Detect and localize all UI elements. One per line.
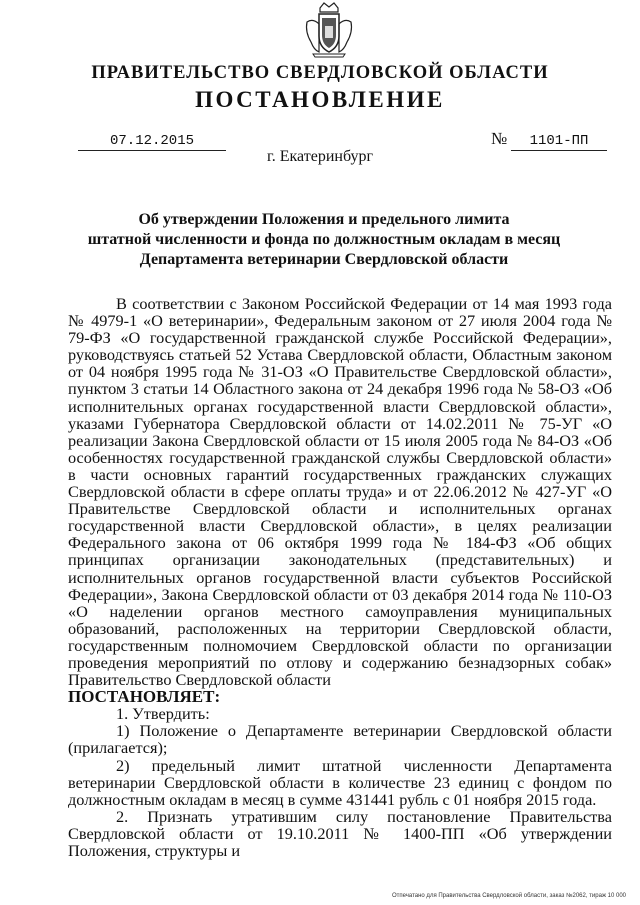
document-date: 07.12.2015 xyxy=(78,133,226,151)
document-number: 1101-ПП xyxy=(511,133,607,151)
item-1-2: 2) предельный лимит штатной численности Департамента ветеринарии Свердловской области в количестве 23 единиц с фондом по должностным окладам в месяц в сумме 431441 рубль с 01 ноября 2015 года. xyxy=(68,755,612,809)
title-line-2: штатной численности и фонда по должностным окладам в месяц xyxy=(87,231,561,248)
number-label: № xyxy=(491,129,508,148)
title-line-1: Об утверждении Положения и предельного лимита xyxy=(138,211,510,228)
title-line-3: Департамента ветеринарии Свердловской области xyxy=(139,251,509,268)
document-type: ПОСТАНОВЛЕНИЕ xyxy=(195,87,445,112)
document-body xyxy=(68,295,612,859)
preamble-paragraph: В соответствии с Законом Российской Федерации от 14 мая 1993 года № 4979-1 «О ветеринарии», Федеральным законом от 27 июля 2004 года № 79-ФЗ «О государственной гражданской службе Российской Федерации», руководствуясь статьей 52 Устава Свердловской области, Областным законом от 04 ноября 1995 года № 31-ОЗ «О Правительстве Свердловской области», пунктом 3 статьи 14 Областного закона от 24 декабря 1996 года № 58-ОЗ «Об исполнительных органах государственной власти Свердловской области», указами Губернатора Свердловской области от 14.02.2011 № 75-УГ «О реализации Закона Свердловской области от 15 июля 2005 года № 84-ОЗ «Об особенностях государственной гражданской службы Свердловской области» в части основных гарантий государственных гражданских служащих Свердловской области в сфере оплаты труда» и от 22.06.2012 № 427-УГ «О Правительстве Свердловской области и исполнительных органах государственной власти Свердловской области», в целях реализации Федерального закона от 06 октября 1999 года № 184-ФЗ «Об общих принципах организации законодательных (представительных) и исполнительных органов государственной власти субъектов Российской Федерации», Закона Свердловской области от 03 декабря 2014 года № 110-ОЗ «О наделении органов местного самоуправления муниципальных образований, расположенных на территории Свердловской области, государственным полномочием Свердловской области по организации проведения мероприятий по отлову и содержанию безнадзорных собак» Правительство Свердловской области xyxy=(68,294,612,690)
organization-name: ПРАВИТЕЛЬСТВО СВЕРДЛОВСКОЙ ОБЛАСТИ xyxy=(91,63,549,83)
city: г. Екатеринбург xyxy=(266,148,374,165)
coat-of-arms-icon xyxy=(303,2,355,58)
item-2: 2. Признать утратившим силу постановление Правительства Свердловской области от 19.10.2011 № 1400-ПП «Об утверждении Положения, структуры и xyxy=(68,806,612,860)
item-1: 1. Утвердить: xyxy=(116,704,210,724)
resolves-heading: ПОСТАНОВЛЯЕТ: xyxy=(68,687,221,707)
print-note: Отпечатано для Правительства Свердловской области, заказ №2062, тираж 10 000 xyxy=(391,893,626,899)
document-title xyxy=(80,210,568,270)
item-1-1: 1) Положение о Департаменте ветеринарии Свердловской области (прилагается); xyxy=(68,721,612,758)
